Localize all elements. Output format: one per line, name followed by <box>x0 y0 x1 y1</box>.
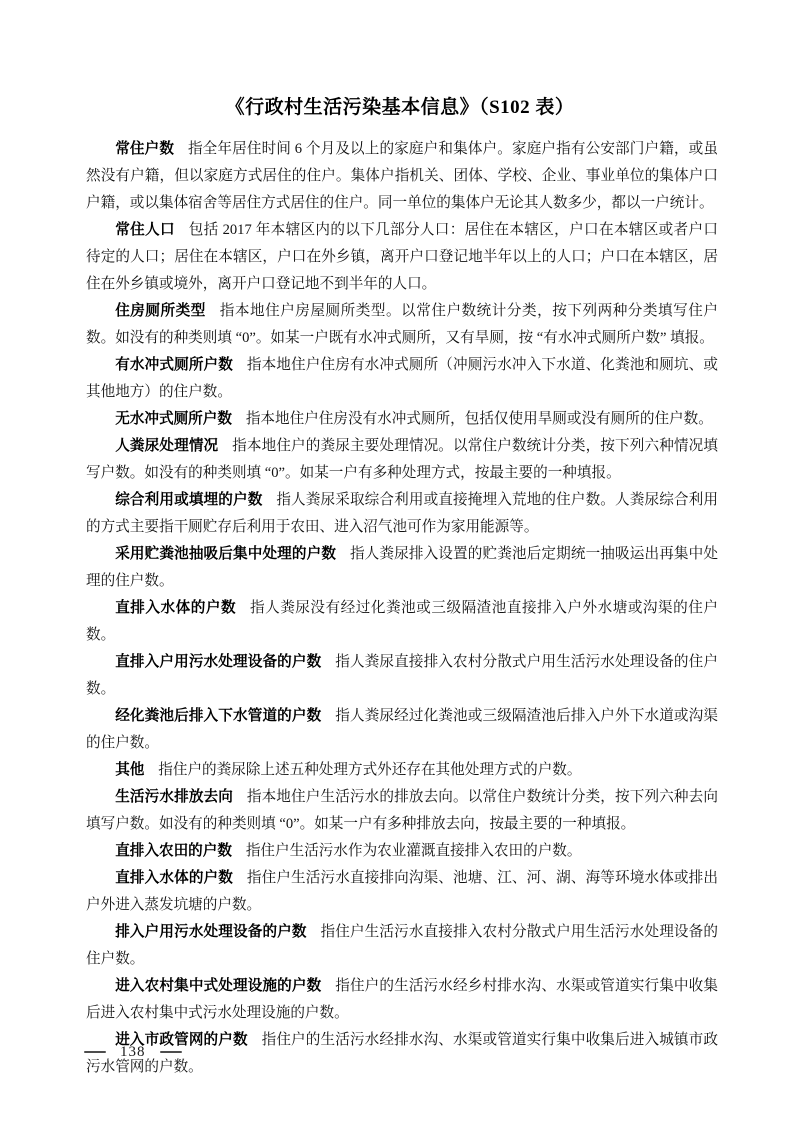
definition-text: 指全年居住时间 6 个月及以上的家庭户和集体户。家庭户指有公安部门户籍，或虽然没有户籍，但以家庭方式居住的住户。集体户指机关、团体、学校、企业、事业单位的集体户口户籍，或以集体宿舍等居住方式居住的住户。同一单位的集体户无论其人数多少，都以一户统计。 <box>86 141 718 211</box>
definition-term: 进入市政管网的户数 <box>115 1032 248 1048</box>
definition-text: 指人粪尿直接排入农村分散式户用生活污水处理设备的住户数。 <box>86 654 718 697</box>
definition-text: 指本地住户的粪尿主要处理情况。以常住户数统计分类，按下列六种情况填写户数。如没有的种类则填 “0”。如某一户有多种处理方式，按最主要的一种填报。 <box>86 438 718 481</box>
definition-term: 无水冲式厕所户数 <box>115 411 232 427</box>
definition-paragraph <box>86 973 718 1027</box>
definition-text: 指住户的生活污水经乡村排水沟、水渠或管道实行集中收集后进入农村集中式污水处理设施的户数。 <box>86 978 718 1021</box>
definition-term: 常住户数 <box>115 141 175 157</box>
definition-text: 指人粪尿排入设置的贮粪池后定期统一抽吸运出再集中处理的住户数。 <box>86 546 718 589</box>
definition-text: 指本地住户住房没有水冲式厕所，包括仅使用旱厕或没有厕所的住户数。 <box>245 411 713 427</box>
definition-text: 指住户生活污水作为农业灌溉直接排入农田的户数。 <box>245 843 582 859</box>
definition-term: 进入农村集中式处理设施的户数 <box>115 978 322 994</box>
definition-paragraph <box>86 136 718 217</box>
definition-text: 指人粪尿经过化粪池或三级隔渣池后排入户外下水道或沟渠的住户数。 <box>86 708 718 751</box>
definition-text: 指人粪尿采取综合利用或直接掩埋入荒地的住户数。人粪尿综合利用的方式主要指干厕贮存后利用于农田、进入沼气池可作为家用能源等。 <box>86 492 718 535</box>
definition-paragraph <box>86 541 718 595</box>
definition-text: 指人粪尿没有经过化粪池或三级隔渣池直接排入户外水塘或沟渠的住户数。 <box>86 600 718 643</box>
definition-term: 采用贮粪池抽吸后集中处理的户数 <box>115 546 337 562</box>
definition-paragraph <box>86 298 718 352</box>
definition-paragraph <box>86 649 718 703</box>
page-footer <box>84 1040 182 1064</box>
footer-dash-left <box>84 1051 106 1053</box>
footer-dash-right <box>160 1051 182 1053</box>
definition-paragraph <box>86 217 718 298</box>
definition-text: 指住户的生活污水经排水沟、水渠或管道实行集中收集后进入城镇市政污水管网的户数。 <box>86 1032 718 1075</box>
definition-text: 包括 2017 年本辖区内的以下几部分人口：居住在本辖区，户口在本辖区或者户口待定的人口；居住在本辖区，户口在外乡镇，离开户口登记地半年以上的人口；户口在本辖区，居住在外乡镇或境外，离开户口登记地不到半年的人口。 <box>86 222 718 292</box>
page-title: 《行政村生活污染基本信息》（S102 表） <box>225 97 575 118</box>
definition-term: 直排入水体的户数 <box>115 600 237 616</box>
definition-text: 指住户生活污水直接排向沟渠、池塘、江、河、湖、海等环境水体或排出户外进入蒸发坑塘的户数。 <box>86 870 718 913</box>
definition-term: 生活污水排放去向 <box>115 789 233 805</box>
definition-term: 常住人口 <box>115 222 175 238</box>
definition-term: 其他 <box>115 762 145 778</box>
definition-text: 指本地住户住房有水冲式厕所（冲厕污水冲入下水道、化粪池和厕坑、或其他地方）的住户数。 <box>86 357 718 400</box>
definition-paragraph <box>86 919 718 973</box>
definition-paragraph <box>86 352 718 406</box>
page-number: 138 <box>120 1043 146 1060</box>
definition-paragraph <box>86 838 718 865</box>
definition-paragraph <box>86 784 718 838</box>
definition-text: 指住户的粪尿除上述五种处理方式外还存在其他处理方式的户数。 <box>158 762 582 778</box>
definition-paragraph <box>86 865 718 919</box>
definition-term: 人粪尿处理情况 <box>115 438 219 454</box>
definition-term: 住房厕所类型 <box>115 303 206 319</box>
definition-paragraph <box>86 595 718 649</box>
definition-paragraph <box>86 406 718 433</box>
definition-list <box>86 136 718 1081</box>
definition-paragraph <box>86 433 718 487</box>
definition-paragraph <box>86 757 718 784</box>
definition-term: 直排入户用污水处理设备的户数 <box>115 654 322 670</box>
definition-text: 指本地住户生活污水的排放去向。以常住户数统计分类，按下列六种去向填写户数。如没有的种类则填 “0”。如某一户有多种排放去向，按最主要的一种填报。 <box>86 789 718 832</box>
definition-term: 有水冲式厕所户数 <box>115 357 233 373</box>
definition-term: 直排入农田的户数 <box>115 843 232 859</box>
definition-text: 指本地住户房屋厕所类型。以常住户数统计分类，按下列两种分类填写住户数。如没有的种类则填 “0”。如某一户既有水冲式厕所，又有旱厕，按 “有水冲式厕所户数” 填报。 <box>86 303 718 346</box>
definition-term: 经化粪池后排入下水管道的户数 <box>115 708 322 724</box>
definition-paragraph <box>86 487 718 541</box>
definition-term: 排入户用污水处理设备的户数 <box>115 924 307 940</box>
definition-term: 直排入水体的户数 <box>115 870 233 886</box>
definition-paragraph <box>86 703 718 757</box>
definition-term: 综合利用或填埋的户数 <box>115 492 263 508</box>
definition-text: 指住户生活污水直接排入农村分散式户用生活污水处理设备的住户数。 <box>86 924 718 967</box>
